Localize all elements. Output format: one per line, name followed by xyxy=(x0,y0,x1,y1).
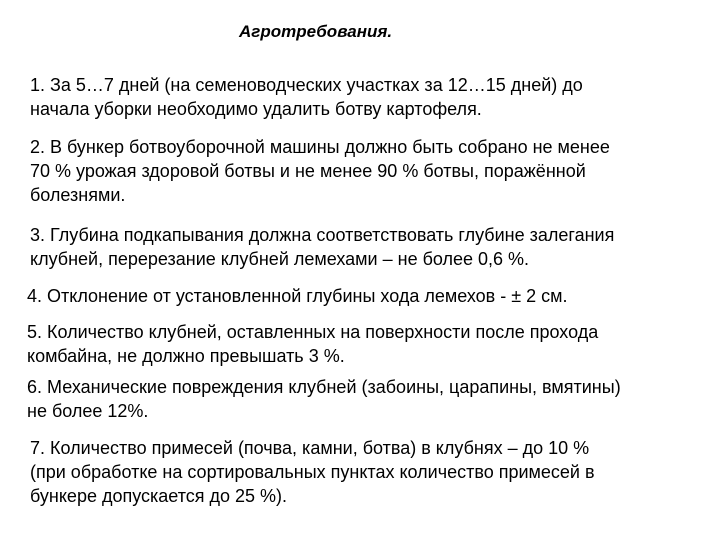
requirement-item-6 xyxy=(27,375,621,423)
item-line: 7. Количество примесей (почва, камни, ботва) в клубнях – до 10 % xyxy=(30,438,590,458)
item-line: начала уборки необходимо удалить ботву картофеля. xyxy=(30,99,482,119)
item-line: клубней, перерезание клубней лемехами – не более 0,6 %. xyxy=(30,249,530,269)
requirement-item-2 xyxy=(30,135,610,207)
item-line: 5. Количество клубней, оставленных на поверхности после прохода xyxy=(27,322,599,342)
requirement-item-3 xyxy=(30,223,614,271)
item-line: 3. Глубина подкапывания должна соответствовать глубине залегания xyxy=(30,225,615,245)
item-line: (при обработке на сортировальных пунктах количество примесей в xyxy=(30,462,595,482)
item-line: болезнями. xyxy=(30,185,126,205)
requirement-item-4 xyxy=(27,284,567,308)
item-line: 2. В бункер ботвоуборочной машины должно быть собрано не менее xyxy=(30,137,610,157)
item-line: 6. Механические повреждения клубней (забоины, царапины, вмятины) xyxy=(27,377,621,397)
item-line: 70 % урожая здоровой ботвы и не менее 90 % ботвы, поражённой xyxy=(30,161,586,181)
requirement-item-5 xyxy=(27,320,598,368)
item-line: 4. Отклонение от установленной глубины хода лемехов - ± 2 см. xyxy=(27,286,568,306)
item-line: бункере допускается до 25 %). xyxy=(30,486,288,506)
item-line: не более 12%. xyxy=(27,401,149,421)
requirement-item-7 xyxy=(30,436,595,508)
item-line: 1. За 5…7 дней (на семеноводческих участках за 12…15 дней) до xyxy=(30,75,583,95)
item-line: комбайна, не должно превышать 3 %. xyxy=(27,346,345,366)
requirement-item-1 xyxy=(30,73,583,121)
page-title: Агротребования. xyxy=(239,22,393,41)
